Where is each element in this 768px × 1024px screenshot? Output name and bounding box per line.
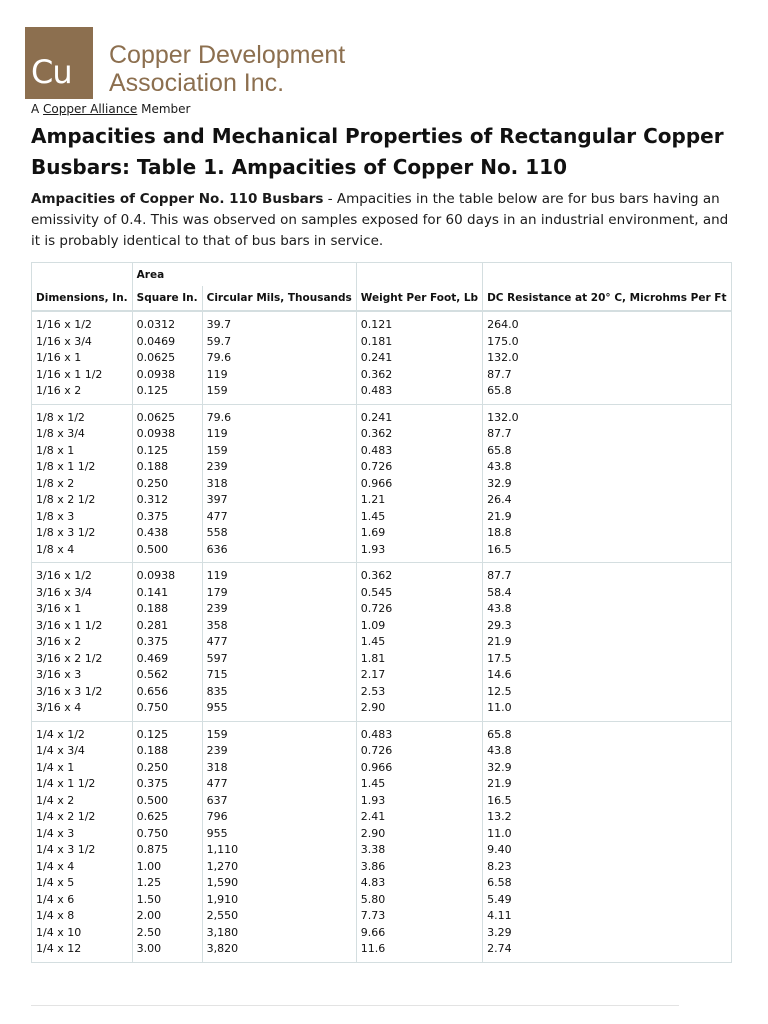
header-area: Area <box>132 263 356 287</box>
cell-weight: 0.545 <box>356 585 482 602</box>
table-row <box>32 618 732 635</box>
cell-square-in: 3.00 <box>132 941 202 962</box>
cell-square-in: 0.0469 <box>132 334 202 351</box>
header-blank <box>32 263 133 287</box>
cell-circular-mils: 796 <box>202 809 356 826</box>
cell-circular-mils: 119 <box>202 563 356 585</box>
cell-dc-resistance: 65.8 <box>483 721 731 743</box>
cell-dimensions: 1/8 x 1 1/2 <box>32 459 133 476</box>
table-row <box>32 760 732 777</box>
table-row <box>32 892 732 909</box>
cell-dimensions: 1/4 x 8 <box>32 908 133 925</box>
cell-dimensions: 3/16 x 2 1/2 <box>32 651 133 668</box>
cell-dimensions: 1/8 x 3 <box>32 509 133 526</box>
cell-weight: 1.09 <box>356 618 482 635</box>
table-row <box>32 585 732 602</box>
table-row <box>32 311 732 334</box>
cell-weight: 0.362 <box>356 367 482 384</box>
cell-weight: 0.181 <box>356 334 482 351</box>
cell-weight: 9.66 <box>356 925 482 942</box>
cell-circular-mils: 119 <box>202 367 356 384</box>
table-row <box>32 492 732 509</box>
cell-circular-mils: 239 <box>202 743 356 760</box>
table-row <box>32 793 732 810</box>
cell-dimensions: 3/16 x 3/4 <box>32 585 133 602</box>
table-row <box>32 563 732 585</box>
table-row <box>32 908 732 925</box>
cell-circular-mils: 955 <box>202 826 356 843</box>
cell-dc-resistance: 16.5 <box>483 793 731 810</box>
cell-dimensions: 3/16 x 2 <box>32 634 133 651</box>
intro-bold: Ampacities of Copper No. 110 Busbars <box>31 191 324 207</box>
cell-weight: 3.86 <box>356 859 482 876</box>
cell-dc-resistance: 6.58 <box>483 875 731 892</box>
cell-circular-mils: 358 <box>202 618 356 635</box>
cell-circular-mils: 59.7 <box>202 334 356 351</box>
table-row <box>32 459 732 476</box>
cell-dimensions: 1/4 x 3/4 <box>32 743 133 760</box>
cell-square-in: 0.438 <box>132 525 202 542</box>
table-row <box>32 684 732 701</box>
table-row <box>32 542 732 563</box>
cell-circular-mils: 1,270 <box>202 859 356 876</box>
cell-weight: 0.241 <box>356 350 482 367</box>
cell-square-in: 0.0625 <box>132 350 202 367</box>
cell-square-in: 1.25 <box>132 875 202 892</box>
cell-dc-resistance: 17.5 <box>483 651 731 668</box>
cell-square-in: 0.250 <box>132 760 202 777</box>
cell-dc-resistance: 65.8 <box>483 443 731 460</box>
cell-circular-mils: 318 <box>202 476 356 493</box>
cell-dc-resistance: 87.7 <box>483 426 731 443</box>
cell-dimensions: 1/8 x 1/2 <box>32 404 133 426</box>
cell-dc-resistance: 4.11 <box>483 908 731 925</box>
ampacity-table <box>31 262 732 963</box>
cell-square-in: 0.125 <box>132 383 202 404</box>
cell-dimensions: 1/16 x 1 1/2 <box>32 367 133 384</box>
cell-weight: 0.966 <box>356 760 482 777</box>
cell-dimensions: 1/4 x 5 <box>32 875 133 892</box>
cell-square-in: 0.375 <box>132 509 202 526</box>
cell-circular-mils: 318 <box>202 760 356 777</box>
table-row <box>32 743 732 760</box>
cell-circular-mils: 1,590 <box>202 875 356 892</box>
table-row <box>32 443 732 460</box>
cell-circular-mils: 397 <box>202 492 356 509</box>
cell-circular-mils: 179 <box>202 585 356 602</box>
cell-square-in: 0.141 <box>132 585 202 602</box>
cell-dimensions: 3/16 x 3 1/2 <box>32 684 133 701</box>
cell-dc-resistance: 132.0 <box>483 404 731 426</box>
cell-circular-mils: 3,820 <box>202 941 356 962</box>
cell-dc-resistance: 16.5 <box>483 542 731 563</box>
cell-dimensions: 1/4 x 10 <box>32 925 133 942</box>
cell-weight: 1.81 <box>356 651 482 668</box>
cell-weight: 2.90 <box>356 700 482 721</box>
header-blank <box>356 263 482 287</box>
cell-dimensions: 1/4 x 12 <box>32 941 133 962</box>
header-circular-mils: Circular Mils, Thousands <box>202 286 356 311</box>
cell-weight: 0.726 <box>356 601 482 618</box>
table-row <box>32 634 732 651</box>
cell-weight: 0.483 <box>356 443 482 460</box>
intro-paragraph <box>31 189 731 252</box>
cell-circular-mils: 119 <box>202 426 356 443</box>
cell-dc-resistance: 32.9 <box>483 476 731 493</box>
cell-weight: 2.53 <box>356 684 482 701</box>
cell-circular-mils: 715 <box>202 667 356 684</box>
table-group-1-16 <box>32 311 732 404</box>
cell-circular-mils: 558 <box>202 525 356 542</box>
cell-dimensions: 1/8 x 4 <box>32 542 133 563</box>
cell-dc-resistance: 5.49 <box>483 892 731 909</box>
cell-square-in: 0.875 <box>132 842 202 859</box>
cell-dc-resistance: 8.23 <box>483 859 731 876</box>
header-weight: Weight Per Foot, Lb <box>356 286 482 311</box>
cell-square-in: 0.0938 <box>132 367 202 384</box>
table-row <box>32 601 732 618</box>
cell-circular-mils: 955 <box>202 700 356 721</box>
cell-dc-resistance: 18.8 <box>483 525 731 542</box>
cell-weight: 1.45 <box>356 634 482 651</box>
member-suffix: Member <box>141 102 191 116</box>
cell-weight: 5.80 <box>356 892 482 909</box>
cell-weight: 1.45 <box>356 776 482 793</box>
cell-square-in: 0.188 <box>132 459 202 476</box>
cu-logo[interactable] <box>25 27 93 99</box>
cell-dc-resistance: 87.7 <box>483 367 731 384</box>
cell-dimensions: 3/16 x 1 1/2 <box>32 618 133 635</box>
cell-circular-mils: 79.6 <box>202 350 356 367</box>
cell-square-in: 0.188 <box>132 601 202 618</box>
cell-dimensions: 3/16 x 1 <box>32 601 133 618</box>
cell-weight: 1.45 <box>356 509 482 526</box>
org-name[interactable] <box>109 41 345 97</box>
cell-dc-resistance: 13.2 <box>483 809 731 826</box>
cell-weight: 0.483 <box>356 721 482 743</box>
cell-square-in: 2.50 <box>132 925 202 942</box>
cell-dimensions: 1/4 x 1 <box>32 760 133 777</box>
header-square-in: Square In. <box>132 286 202 311</box>
cell-square-in: 0.750 <box>132 700 202 721</box>
cell-circular-mils: 39.7 <box>202 311 356 334</box>
cell-weight: 1.93 <box>356 793 482 810</box>
logo-mark: Cu <box>31 53 72 91</box>
cell-weight: 7.73 <box>356 908 482 925</box>
cell-square-in: 0.625 <box>132 809 202 826</box>
cell-dimensions: 1/4 x 4 <box>32 859 133 876</box>
cell-weight: 0.241 <box>356 404 482 426</box>
table-row <box>32 476 732 493</box>
cell-dimensions: 3/16 x 1/2 <box>32 563 133 585</box>
cell-dimensions: 1/4 x 2 1/2 <box>32 809 133 826</box>
table-row <box>32 367 732 384</box>
cell-dimensions: 1/16 x 1 <box>32 350 133 367</box>
cell-dimensions: 1/8 x 2 1/2 <box>32 492 133 509</box>
table-row <box>32 941 732 962</box>
cell-dc-resistance: 132.0 <box>483 350 731 367</box>
cell-dimensions: 1/8 x 3 1/2 <box>32 525 133 542</box>
cell-square-in: 0.0938 <box>132 426 202 443</box>
cell-dimensions: 1/8 x 3/4 <box>32 426 133 443</box>
cell-dc-resistance: 11.0 <box>483 826 731 843</box>
cell-dc-resistance: 14.6 <box>483 667 731 684</box>
cell-square-in: 0.0625 <box>132 404 202 426</box>
cell-circular-mils: 477 <box>202 634 356 651</box>
cell-square-in: 1.50 <box>132 892 202 909</box>
table-row <box>32 776 732 793</box>
cell-circular-mils: 636 <box>202 542 356 563</box>
cell-dc-resistance: 2.74 <box>483 941 731 962</box>
cell-dc-resistance: 21.9 <box>483 634 731 651</box>
cell-dimensions: 1/8 x 2 <box>32 476 133 493</box>
footer-divider <box>31 1005 679 1006</box>
cell-dc-resistance: 87.7 <box>483 563 731 585</box>
cell-square-in: 0.562 <box>132 667 202 684</box>
cell-dc-resistance: 26.4 <box>483 492 731 509</box>
cell-dc-resistance: 29.3 <box>483 618 731 635</box>
cell-weight: 11.6 <box>356 941 482 962</box>
cell-dimensions: 1/4 x 6 <box>32 892 133 909</box>
cell-weight: 1.93 <box>356 542 482 563</box>
cell-circular-mils: 477 <box>202 776 356 793</box>
cell-circular-mils: 239 <box>202 459 356 476</box>
table-row <box>32 875 732 892</box>
cell-dc-resistance: 21.9 <box>483 509 731 526</box>
cell-dimensions: 1/8 x 1 <box>32 443 133 460</box>
header-blank <box>483 263 731 287</box>
table-row <box>32 509 732 526</box>
table-row <box>32 334 732 351</box>
cell-dimensions: 1/4 x 3 1/2 <box>32 842 133 859</box>
cell-dc-resistance: 11.0 <box>483 700 731 721</box>
cell-circular-mils: 159 <box>202 383 356 404</box>
cell-weight: 2.41 <box>356 809 482 826</box>
cell-weight: 0.121 <box>356 311 482 334</box>
cell-circular-mils: 159 <box>202 721 356 743</box>
cell-dc-resistance: 175.0 <box>483 334 731 351</box>
table-row <box>32 404 732 426</box>
cell-dc-resistance: 43.8 <box>483 459 731 476</box>
cell-circular-mils: 1,110 <box>202 842 356 859</box>
cell-dc-resistance: 9.40 <box>483 842 731 859</box>
cell-square-in: 0.469 <box>132 651 202 668</box>
cell-weight: 0.362 <box>356 426 482 443</box>
cell-weight: 0.726 <box>356 459 482 476</box>
cell-square-in: 0.375 <box>132 634 202 651</box>
cell-dimensions: 1/4 x 3 <box>32 826 133 843</box>
cell-square-in: 0.375 <box>132 776 202 793</box>
cell-square-in: 0.500 <box>132 793 202 810</box>
org-name-line1: Copper Development <box>109 41 346 69</box>
cell-dc-resistance: 12.5 <box>483 684 731 701</box>
cell-square-in: 0.281 <box>132 618 202 635</box>
page-title: Ampacities and Mechanical Properties of Rectangular Copper Busbars: Table 1. Ampacities of Copper No. 110 <box>31 124 724 179</box>
cell-dimensions: 1/16 x 2 <box>32 383 133 404</box>
org-name-line2: Association Inc. <box>109 69 285 97</box>
cell-weight: 3.38 <box>356 842 482 859</box>
cell-square-in: 0.0312 <box>132 311 202 334</box>
cell-square-in: 0.312 <box>132 492 202 509</box>
cell-dimensions: 1/16 x 3/4 <box>32 334 133 351</box>
cell-weight: 0.966 <box>356 476 482 493</box>
member-line <box>31 101 190 117</box>
table-row <box>32 809 732 826</box>
cell-circular-mils: 2,550 <box>202 908 356 925</box>
cell-dimensions: 1/4 x 1/2 <box>32 721 133 743</box>
cell-weight: 2.17 <box>356 667 482 684</box>
cell-weight: 0.483 <box>356 383 482 404</box>
cell-square-in: 0.0938 <box>132 563 202 585</box>
cell-dimensions: 3/16 x 4 <box>32 700 133 721</box>
cell-square-in: 0.656 <box>132 684 202 701</box>
cell-square-in: 0.250 <box>132 476 202 493</box>
cell-square-in: 0.125 <box>132 443 202 460</box>
table-row <box>32 700 732 721</box>
table-row <box>32 721 732 743</box>
cell-circular-mils: 637 <box>202 793 356 810</box>
table-row <box>32 651 732 668</box>
cell-square-in: 0.125 <box>132 721 202 743</box>
cell-weight: 4.83 <box>356 875 482 892</box>
cell-circular-mils: 159 <box>202 443 356 460</box>
table-row <box>32 859 732 876</box>
table-row <box>32 667 732 684</box>
cell-weight: 1.21 <box>356 492 482 509</box>
member-prefix: A <box>31 102 40 116</box>
cell-circular-mils: 3,180 <box>202 925 356 942</box>
cell-weight: 0.362 <box>356 563 482 585</box>
table-group-1-8 <box>32 404 732 563</box>
table-row <box>32 925 732 942</box>
header-dc-resistance: DC Resistance at 20° C, Microhms Per Ft <box>483 286 731 311</box>
cell-circular-mils: 835 <box>202 684 356 701</box>
cell-square-in: 2.00 <box>132 908 202 925</box>
table-group-3-16 <box>32 563 732 722</box>
cell-weight: 1.69 <box>356 525 482 542</box>
cell-weight: 0.726 <box>356 743 482 760</box>
cell-square-in: 0.750 <box>132 826 202 843</box>
cell-weight: 2.90 <box>356 826 482 843</box>
cell-square-in: 1.00 <box>132 859 202 876</box>
cell-dc-resistance: 264.0 <box>483 311 731 334</box>
intro-text: - Ampacities in the table below are for bus bars having an emissivity of 0.4. This was observed on samples exposed for 60 days in an industrial environment, and it is probably identical to that of bus bars in service. <box>31 191 729 249</box>
cell-square-in: 0.500 <box>132 542 202 563</box>
cell-circular-mils: 477 <box>202 509 356 526</box>
table-row <box>32 525 732 542</box>
cell-dimensions: 1/4 x 1 1/2 <box>32 776 133 793</box>
cell-dc-resistance: 43.8 <box>483 743 731 760</box>
table-row <box>32 842 732 859</box>
cell-circular-mils: 79.6 <box>202 404 356 426</box>
cell-dc-resistance: 65.8 <box>483 383 731 404</box>
cell-circular-mils: 597 <box>202 651 356 668</box>
cell-dimensions: 1/4 x 2 <box>32 793 133 810</box>
table-row <box>32 350 732 367</box>
cell-dc-resistance: 58.4 <box>483 585 731 602</box>
cell-dimensions: 1/16 x 1/2 <box>32 311 133 334</box>
table-row <box>32 426 732 443</box>
cell-circular-mils: 239 <box>202 601 356 618</box>
cell-dimensions: 3/16 x 3 <box>32 667 133 684</box>
cell-square-in: 0.188 <box>132 743 202 760</box>
cell-dc-resistance: 3.29 <box>483 925 731 942</box>
cell-circular-mils: 1,910 <box>202 892 356 909</box>
header-dimensions: Dimensions, In. <box>32 286 133 311</box>
table-row <box>32 826 732 843</box>
cell-dc-resistance: 32.9 <box>483 760 731 777</box>
copper-alliance-link[interactable]: Copper Alliance <box>43 102 138 116</box>
table-group-1-4 <box>32 721 732 962</box>
cell-dc-resistance: 43.8 <box>483 601 731 618</box>
cell-dc-resistance: 21.9 <box>483 776 731 793</box>
table-row <box>32 383 732 404</box>
